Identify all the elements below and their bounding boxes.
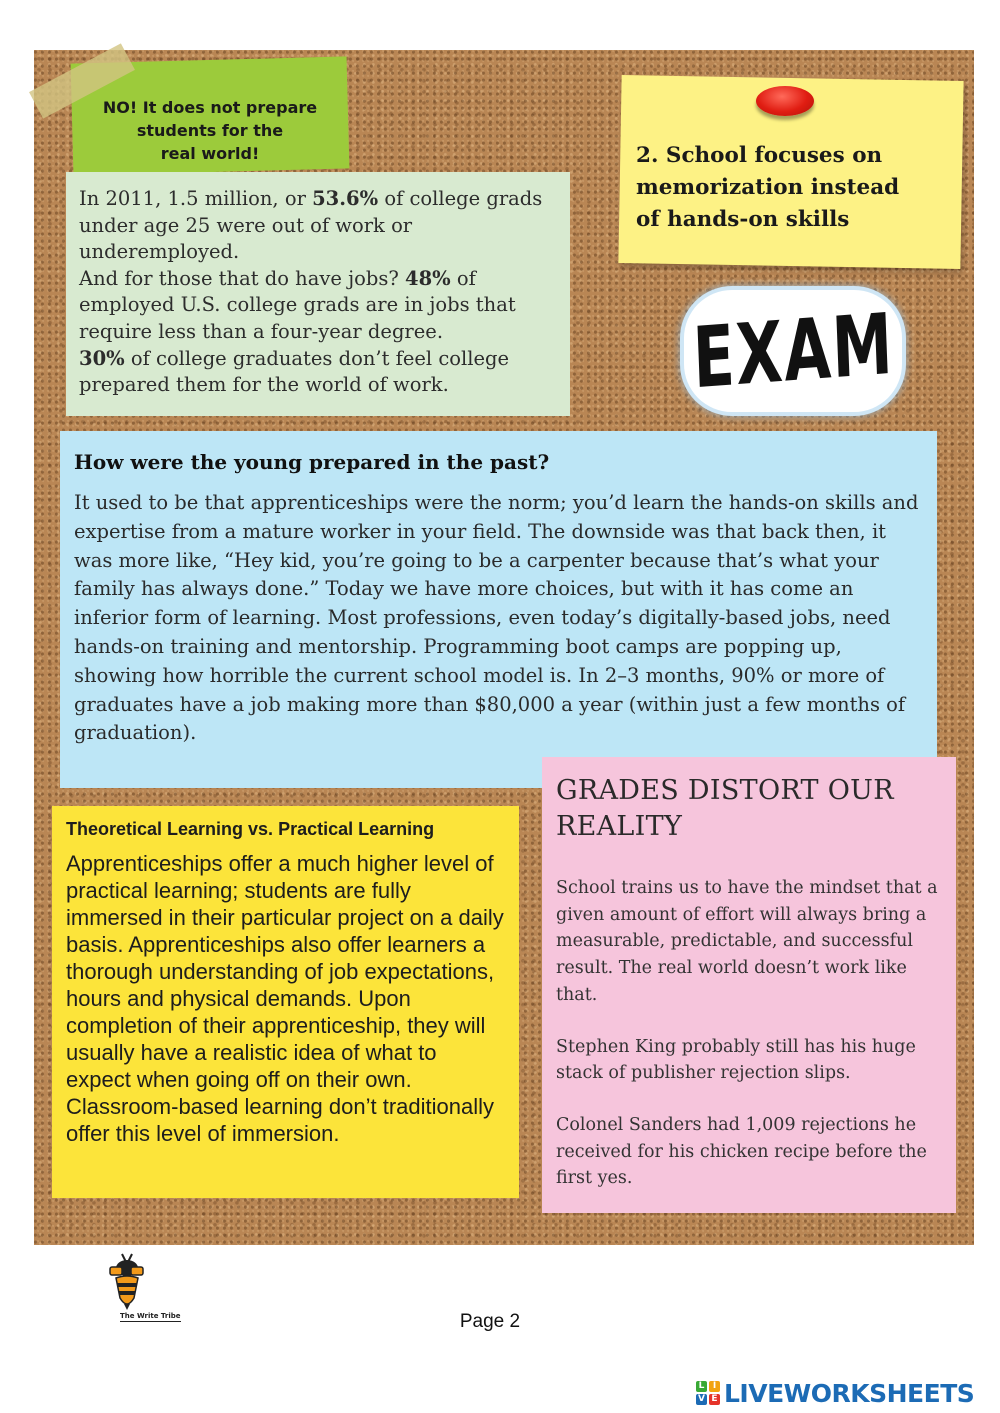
exam-sticker-text: EXAM [690, 294, 896, 408]
theory-body: Apprenticeships offer a much higher level of practical learning; students are fully immersed in their particular project on a daily basis. Apprenticeships also offer learners a thorough understanding of job expectations, hours and physical demands. Upon completion of their apprenticeship, they will usually have a realistic idea of what to expect when going off on their own. Classroom-based learning don’t traditionally offer this level of immersion. [66, 851, 504, 1146]
stats-paragraph-1 [79, 186, 558, 266]
past-body: It used to be that apprenticeships were the norm; you’d learn the hands-on skills and expertise from a mature worker in your field. The downside was that back then, it was more like, “Hey kid, you’re going to be a carpenter because that’s what your family has always done.” Today we have more choices, but with it has come an inferior form of learning. Most professions, even today’s digitally-based jobs, need hands-on training and mentorship. Programming boot camps are popping up, showing how horrible the current school model is. In 2–3 months, 90% or more of graduates have a job making more than $80,000 a year (within just a few months of graduation). [74, 491, 919, 745]
yellow-note-line: 2. School focuses on [636, 143, 883, 168]
statistics-box [66, 172, 570, 416]
grades-paragraph: School trains us to have the mindset that a given amount of effort will always bring a measurable, predictable, and successful result. The real world doesn’t work like that. [556, 878, 938, 1005]
liveworksheets-icon [696, 1381, 720, 1405]
green-note-line: NO! It does not prepare [102, 98, 318, 117]
grades-paragraph: Stephen King probably still has his huge stack of publisher rejection slips. [556, 1036, 916, 1084]
logo-caption: The Write Tribe [120, 1312, 181, 1320]
stats-highlight: 30% [79, 346, 125, 370]
page-number: Page 2 [459, 1311, 521, 1332]
past-heading: How were the young prepared in the past? [74, 450, 550, 474]
green-note-line: students for the [136, 121, 284, 140]
stats-text: In 2011, 1.5 million, or [79, 187, 313, 210]
stats-paragraph-2 [79, 266, 558, 346]
stats-text: of college graduates don’t feel college prepared them for the world of work. [79, 346, 510, 397]
liveworksheets-logo[interactable] [696, 1376, 974, 1410]
green-note-text [72, 96, 348, 165]
past-preparation-box [60, 431, 937, 788]
stats-highlight: 53.6% [312, 187, 379, 210]
stats-text: of college grads under age 25 were out of work or underemployed. [79, 187, 543, 264]
push-pin-icon [756, 86, 814, 116]
green-note-line: real world! [160, 144, 260, 163]
brand-icon-letter: V [696, 1394, 707, 1405]
stats-paragraph-3 [79, 346, 558, 399]
brand-icon-letter: I [709, 1381, 720, 1392]
yellow-note-text [636, 140, 958, 236]
theory-practice-box [52, 806, 519, 1198]
grades-heading: GRADES DISTORT OUR REALITY [556, 775, 894, 842]
yellow-note-line: memorization instead [636, 175, 900, 200]
stats-text: And for those that do have jobs? [79, 266, 406, 290]
stats-highlight: 48% [405, 266, 451, 290]
grades-box [542, 757, 956, 1213]
brand-icon-letter: L [696, 1381, 707, 1392]
yellow-note-line: of hands-on skills [636, 207, 850, 232]
stats-text: of employed U.S. college grads are in jobs that require less than a four-year degree. [79, 266, 516, 343]
exam-sticker [684, 290, 902, 412]
brand-icon-letter: E [709, 1394, 720, 1405]
liveworksheets-wordmark: LIVEWORKSHEETS [724, 1378, 975, 1408]
theory-heading: Theoretical Learning vs. Practical Learning [66, 819, 435, 839]
grades-paragraph: Colonel Sanders had 1,009 rejections he received for his chicken recipe before the first yes. [556, 1114, 927, 1189]
